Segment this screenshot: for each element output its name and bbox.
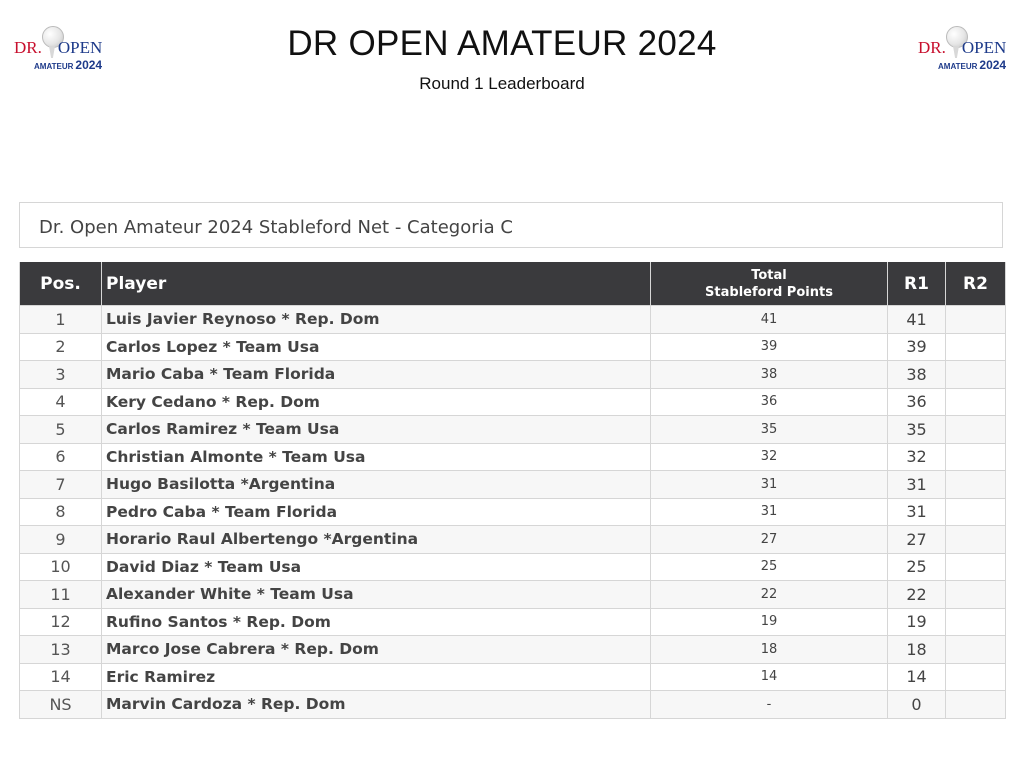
leaderboard-table	[19, 262, 1006, 719]
cell-player[interactable]: Rufino Santos * Rep. Dom	[102, 608, 651, 636]
cell-player[interactable]: Eric Ramirez	[102, 663, 651, 691]
cell-r1: 14	[888, 663, 946, 691]
table-row[interactable]	[20, 581, 1006, 609]
table-row[interactable]	[20, 333, 1006, 361]
table-row[interactable]	[20, 416, 1006, 444]
cell-pos: 4	[20, 388, 102, 416]
cell-player[interactable]: Marvin Cardoza * Rep. Dom	[102, 691, 651, 719]
cell-pos: 10	[20, 553, 102, 581]
cell-r2	[946, 471, 1006, 499]
cell-player[interactable]: Marco Jose Cabrera * Rep. Dom	[102, 636, 651, 664]
cell-pos: 7	[20, 471, 102, 499]
table-row[interactable]	[20, 443, 1006, 471]
cell-total: 41	[651, 306, 888, 334]
cell-player[interactable]: Hugo Basilotta *Argentina	[102, 471, 651, 499]
table-row[interactable]	[20, 471, 1006, 499]
cell-r2	[946, 581, 1006, 609]
cell-player[interactable]: Mario Caba * Team Florida	[102, 361, 651, 389]
cell-player[interactable]: Luis Javier Reynoso * Rep. Dom	[102, 306, 651, 334]
table-row[interactable]	[20, 663, 1006, 691]
table-row[interactable]	[20, 526, 1006, 554]
cell-r1: 35	[888, 416, 946, 444]
logo-brand-dr: DR.	[918, 38, 946, 57]
category-header	[19, 202, 1003, 248]
cell-r1: 19	[888, 608, 946, 636]
cell-r2	[946, 526, 1006, 554]
logo-brand-dr: DR.	[14, 38, 42, 57]
cell-r1: 18	[888, 636, 946, 664]
cell-player[interactable]: Horario Raul Albertengo *Argentina	[102, 526, 651, 554]
cell-r2	[946, 663, 1006, 691]
cell-total: 18	[651, 636, 888, 664]
logo-brand-open: OPEN	[57, 38, 103, 57]
cell-pos: 2	[20, 333, 102, 361]
logo-year: 2024	[979, 58, 1007, 72]
cell-player[interactable]: David Diaz * Team Usa	[102, 553, 651, 581]
cell-r2	[946, 306, 1006, 334]
col-header-pos[interactable]: Pos.	[20, 262, 102, 306]
cell-r1: 0	[888, 691, 946, 719]
page-title: DR OPEN AMATEUR 2024	[287, 24, 717, 63]
cell-r2	[946, 361, 1006, 389]
col-header-r1[interactable]: R1	[888, 262, 946, 306]
cell-pos: 13	[20, 636, 102, 664]
cell-total: 38	[651, 361, 888, 389]
cell-r2	[946, 443, 1006, 471]
col-header-total-line1: Total	[751, 267, 787, 283]
cell-r2	[946, 416, 1006, 444]
cell-pos: 11	[20, 581, 102, 609]
cell-r1: 41	[888, 306, 946, 334]
cell-r1: 39	[888, 333, 946, 361]
table-row[interactable]	[20, 691, 1006, 719]
cell-r1: 27	[888, 526, 946, 554]
cell-r1: 38	[888, 361, 946, 389]
logo-sub: AMATEUR	[34, 62, 74, 71]
cell-total: 35	[651, 416, 888, 444]
cell-pos: 14	[20, 663, 102, 691]
cell-r2	[946, 691, 1006, 719]
cell-r2	[946, 636, 1006, 664]
cell-r2	[946, 553, 1006, 581]
cell-r1: 32	[888, 443, 946, 471]
cell-total: 32	[651, 443, 888, 471]
cell-pos: 12	[20, 608, 102, 636]
col-header-player[interactable]: Player	[102, 262, 651, 306]
table-header-row	[20, 262, 1006, 306]
cell-r2	[946, 388, 1006, 416]
cell-total: 31	[651, 471, 888, 499]
cell-r2	[946, 608, 1006, 636]
cell-pos: 3	[20, 361, 102, 389]
page-subtitle: Round 1 Leaderboard	[419, 74, 585, 93]
cell-total: 31	[651, 498, 888, 526]
cell-pos: 1	[20, 306, 102, 334]
cell-r1: 22	[888, 581, 946, 609]
cell-r1: 31	[888, 471, 946, 499]
table-row[interactable]	[20, 498, 1006, 526]
cell-player[interactable]: Carlos Lopez * Team Usa	[102, 333, 651, 361]
cell-player[interactable]: Kery Cedano * Rep. Dom	[102, 388, 651, 416]
cell-r2	[946, 498, 1006, 526]
cell-player[interactable]: Alexander White * Team Usa	[102, 581, 651, 609]
cell-r1: 25	[888, 553, 946, 581]
cell-pos: NS	[20, 691, 102, 719]
table-row[interactable]	[20, 388, 1006, 416]
logo-year: 2024	[75, 58, 103, 72]
col-header-total[interactable]	[651, 262, 888, 306]
table-row[interactable]	[20, 306, 1006, 334]
table-row[interactable]	[20, 608, 1006, 636]
cell-r2	[946, 333, 1006, 361]
table-row[interactable]	[20, 553, 1006, 581]
cell-total: 36	[651, 388, 888, 416]
cell-r1: 31	[888, 498, 946, 526]
cell-player[interactable]: Carlos Ramirez * Team Usa	[102, 416, 651, 444]
cell-total: 19	[651, 608, 888, 636]
table-row[interactable]	[20, 361, 1006, 389]
category-label: Dr. Open Amateur 2024 Stableford Net - Categoria C	[39, 217, 513, 238]
cell-pos: 9	[20, 526, 102, 554]
leaderboard-body	[20, 306, 1006, 719]
col-header-total-line2: Stableford Points	[705, 284, 833, 300]
cell-total: 22	[651, 581, 888, 609]
cell-player[interactable]: Christian Almonte * Team Usa	[102, 443, 651, 471]
logo-brand-open: OPEN	[961, 38, 1007, 57]
cell-player[interactable]: Pedro Caba * Team Florida	[102, 498, 651, 526]
cell-total: 27	[651, 526, 888, 554]
cell-total: -	[651, 691, 888, 719]
table-row[interactable]	[20, 636, 1006, 664]
col-header-r2[interactable]: R2	[946, 262, 1006, 306]
cell-total: 39	[651, 333, 888, 361]
cell-r1: 36	[888, 388, 946, 416]
cell-total: 25	[651, 553, 888, 581]
cell-pos: 6	[20, 443, 102, 471]
cell-total: 14	[651, 663, 888, 691]
cell-pos: 8	[20, 498, 102, 526]
cell-pos: 5	[20, 416, 102, 444]
logo-sub: AMATEUR	[938, 62, 978, 71]
